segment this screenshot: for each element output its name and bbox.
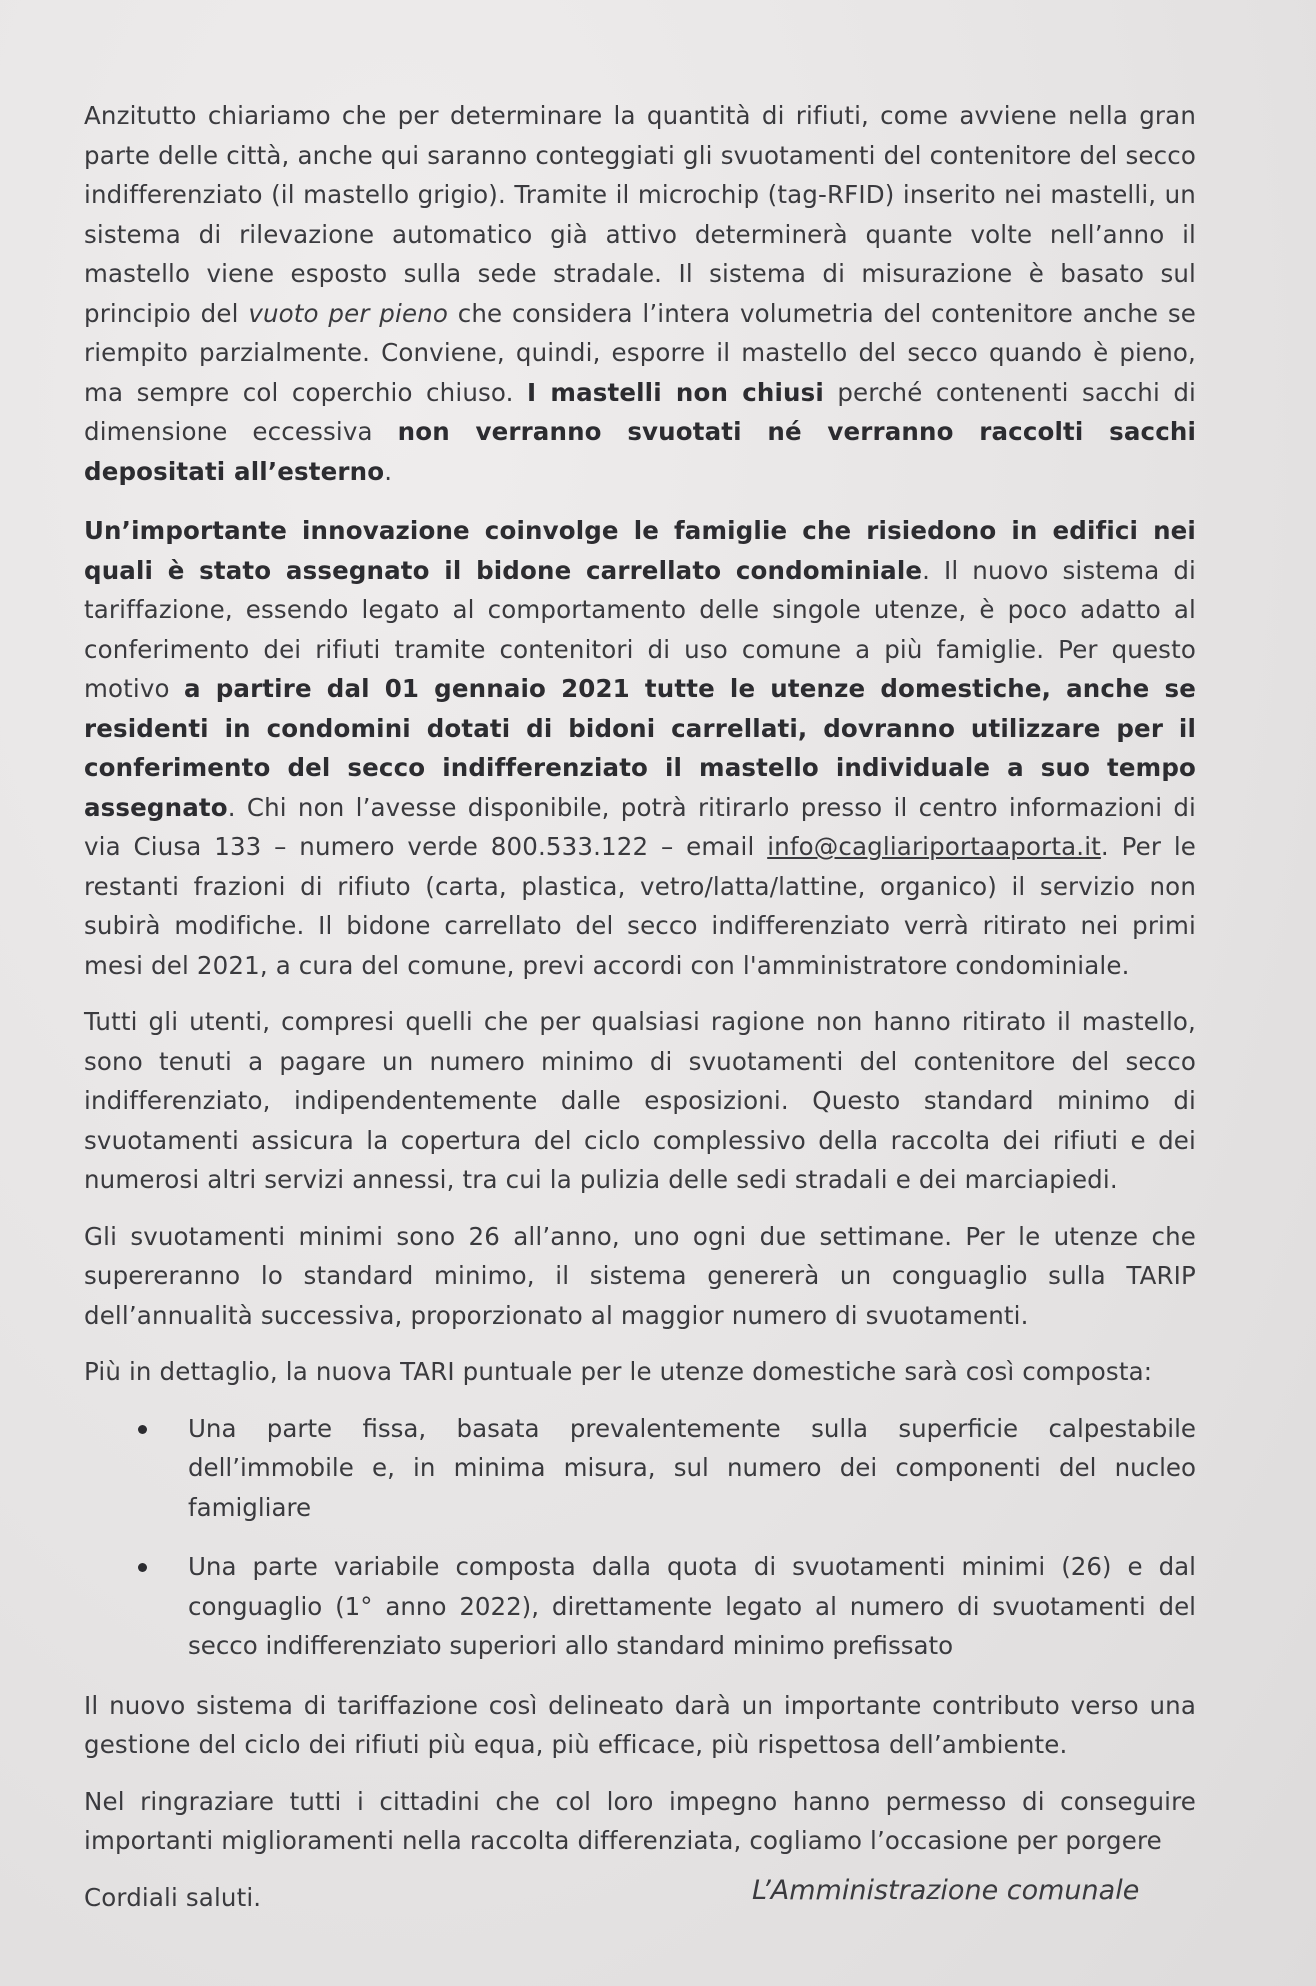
paragraph-tari-intro: Più in dettaglio, la nuova TARI puntuale per le utenze domestiche sarà così composta: — [84, 1357, 1153, 1386]
p1-text-b: che considera l’intera volumetria del contenitore anche se riempito parzialmente. Conviene, quindi, esporre il mastello del secco quando è pieno, ma sempre col coperchio chiuso. — [84, 298, 1196, 407]
paragraph-conclusion: Il nuovo sistema di tariffazione così delineato darà un importante contributo verso una gestione del ciclo dei rifiuti più equa, più efficace, più rispettosa dell’ambiente. — [84, 1690, 1196, 1759]
paragraph-minimum-emptyings: Gli svuotamenti minimi sono 26 all’anno, uno ogni due settimane. Per le utenze che supereranno lo standard minimo, il sistema genererà un conguaglio sulla TARIP dell’annualità successiva, proporzionato al maggior numero di svuotamenti. — [84, 1221, 1196, 1330]
paragraph-condominium-innovation — [84, 511, 1196, 985]
bullet-icon — [138, 1563, 147, 1572]
email-link[interactable]: info@cagliariportaaporta.it — [767, 832, 1101, 861]
paragraph-rfid-measurement — [84, 96, 1196, 491]
p1-text-a: Anzitutto chiariamo che per determinare la quantità di rifiuti, come avviene nella gran parte delle città, anche qui saranno conteggiati gli svuotamenti del contenitore del secco indifferenziato (il mastello grigio). Tramite il microchip (tag-RFID) inserito nei mastelli, un sistema di rilevazione automatico già attivo determinerà quante volte nell’anno il mastello viene esposto sulla sede stradale. Il sistema di misurazione è basato sul principio del — [84, 101, 1196, 328]
p1-text-d: . — [384, 456, 393, 486]
list-item-fixed-part — [84, 1409, 1196, 1528]
list-item-text: Una parte variabile composta dalla quota di svuotamenti minimi (26) e dal conguaglio (1° anno 2022), direttamente legato al numero di svuotamenti del secco indifferenziato superiori allo standard minimo prefissato — [188, 1552, 1196, 1660]
p1-italic-vuoto-per-pieno: vuoto per pieno — [248, 298, 449, 328]
letter-body — [84, 96, 1196, 1943]
list-item-variable-part — [84, 1547, 1196, 1666]
paragraph-thanks: Nel ringraziare tutti i cittadini che col loro impegno hanno permesso di conseguire importanti miglioramenti nella raccolta differenziata, cogliamo l’occasione per porgere — [84, 1786, 1196, 1855]
tari-components-list — [84, 1409, 1196, 1666]
closing-greeting: Cordiali saluti. — [84, 1882, 262, 1912]
signature: L’Amministrazione comunale — [752, 1875, 1140, 1906]
p2-text-c: . Per le restanti frazioni di rifiuto (carta, plastica, vetro/latta/lattine, organico) il servizio non subirà modifiche. Il bidone carrellato del secco indifferenziato verrà ritirato nei primi mesi del 2021, a cura del comune, previ accordi con l'amministratore condominiale. — [84, 832, 1197, 980]
p1-bold-mastelli: I mastelli non chiusi — [526, 377, 824, 407]
bullet-icon — [138, 1425, 147, 1434]
p2-bold-from-2021: a partire dal 01 gennaio 2021 tutte le utenze domestiche, anche se residenti in condomini dotati di bidoni carrellati, dovranno utilizzare per il conferimento del secco indifferenziato il mastello individuale a suo tempo assegnato — [84, 674, 1196, 822]
paragraph-minimum-payment: Tutti gli utenti, compresi quelli che per qualsiasi ragione non hanno ritirato il mastello, sono tenuti a pagare un numero minimo di svuotamenti del contenitore del secco indifferenziato, indipendentemente dalle esposizioni. Questo standard minimo di svuotamenti assicura la copertura del ciclo complessivo della raccolta dei rifiuti e dei numerosi altri servizi annessi, tra cui la pulizia delle sedi stradali e dei marciapiedi. — [84, 1007, 1196, 1194]
p1-text-c: perché contenenti sacchi di dimensione eccessiva — [84, 377, 1196, 446]
p2-text-a: . Il nuovo sistema di tariffazione, essendo legato al comportamento delle singole utenze, è poco adatto al conferimento dei rifiuti tramite contenitori di uso comune a più famiglie. Per questo motivo — [84, 555, 1196, 703]
p1-bold-non-svuotati: non verranno svuotati né verranno raccolti sacchi depositati all’esterno — [84, 417, 1197, 486]
p2-bold-innovation: Un’importante innovazione coinvolge le famiglie che risiedono in edifici nei quali è stato assegnato il bidone carrellato condominiale — [84, 516, 1196, 585]
p2-text-b: . Chi non l’avesse disponibile, potrà ritirarlo presso il centro informazioni di via Ciusa 133 – numero verde 800.533.122 – email — [84, 792, 1196, 861]
list-item-text: Una parte fissa, basata prevalentemente sulla superficie calpestabile dell’immobile e, in minima misura, sul numero dei componenti del nucleo famigliare — [188, 1413, 1196, 1522]
